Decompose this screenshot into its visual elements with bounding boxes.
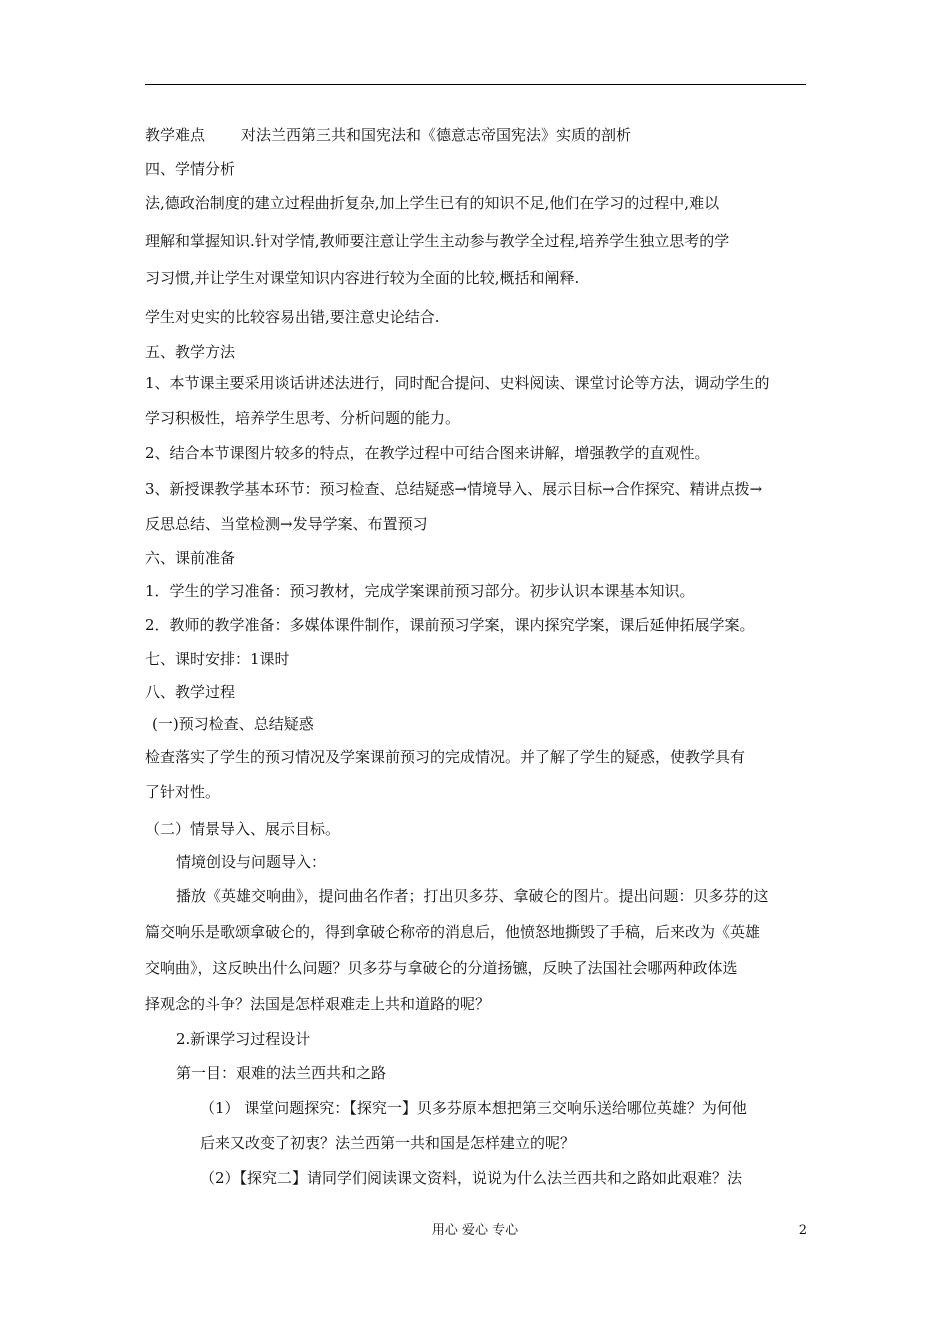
paragraph-line: 2．教师的教学准备：多媒体课件制作，课前预习学案，课内探究学案，课后延伸拓展学案。: [145, 616, 755, 634]
paragraph-line: 第一目：艰难的法兰西共和之路: [176, 1064, 387, 1082]
paragraph-line: 了针对性。: [145, 783, 221, 801]
section-heading-5: 五、教学方法: [145, 343, 236, 361]
paragraph-line: 1、本节课主要采用谈话讲述法进行，同时配合提问、史料阅读、课堂讨论等方法，调动学生的: [145, 374, 770, 392]
paragraph-line: 篇交响乐是歌颂拿破仑的，得到拿破仑称帝的消息后，他愤怒地撕毁了手稿，后来改为《英雄: [145, 923, 761, 941]
paragraph-line: （2）【探究二】请同学们阅读课文资料，说说为什么法兰西共和之路如此艰难？法: [200, 1169, 743, 1187]
paragraph-line: 交响曲》，这反映出什么问题？贝多芬与拿破仑的分道扬镳，反映了法国社会哪两种政体选: [145, 959, 738, 977]
paragraph-line: 后来又改变了初衷？法兰西第一共和国是怎样建立的呢？: [200, 1134, 576, 1152]
difficulty-label: 教学难点: [145, 126, 206, 144]
paragraph-line: 学生对史实的比较容易出错,要注意史论结合.: [145, 308, 440, 326]
paragraph-line: 2.新课学习过程设计: [176, 1030, 311, 1048]
paragraph-line: 播放《英雄交响曲》，提问曲名作者；打出贝多芬、拿破仑的图片。提出问题：贝多芬的这: [176, 887, 769, 905]
paragraph-line: 1．学生的学习准备：预习教材，完成学案课前预习部分。初步认识本课基本知识。: [145, 582, 695, 600]
subsection-heading: (一)预习检查、总结疑惑: [152, 715, 314, 733]
paragraph-line: 情境创设与问题导入：: [176, 853, 327, 871]
paragraph-line: 法,德政治制度的建立过程曲折复杂,加上学生已有的知识不足,他们在学习的过程中,难以: [145, 194, 720, 212]
section-heading-4: 四、学情分析: [145, 160, 236, 178]
paragraph-line: 择观念的斗争？法国是怎样艰难走上共和道路的呢？: [145, 995, 491, 1013]
header-rule: [145, 84, 806, 85]
paragraph-line: 反思总结、当堂检测→发导学案、布置预习: [145, 515, 428, 533]
footer-motto: 用心 爱心 专心: [431, 1223, 519, 1238]
difficulty-line: [145, 125, 631, 145]
paragraph-line: 2、结合本节课图片较多的特点，在教学过程中可结合图来讲解，增强教学的直观性。: [145, 444, 710, 462]
paragraph-line: 学习积极性，培养学生思考、分析问题的能力。: [145, 409, 461, 427]
paragraph-line: 检查落实了学生的预习情况及学案课前预习的完成情况。并了解了学生的疑惑，使教学具有: [145, 748, 746, 766]
paragraph-line: 理解和掌握知识.针对学情,教师要注意让学生主动参与教学全过程,培养学生独立思考的学: [145, 232, 730, 250]
subsection-heading: （二）情景导入、展示目标。: [145, 820, 341, 838]
paragraph-line: 3、新授课教学基本环节：预习检查、总结疑惑→情境导入、展示目标→合作探究、精讲点拨→: [145, 480, 763, 498]
section-heading-8: 八、教学过程: [145, 683, 236, 701]
page-number: 2: [798, 1223, 807, 1238]
paragraph-line: 习习惯,并让学生对课堂知识内容进行较为全面的比较,概括和阐释.: [145, 269, 580, 287]
section-heading-6: 六、课前准备: [145, 549, 236, 567]
section-heading-7: 七、课时安排：1课时: [145, 650, 290, 668]
paragraph-line: （1） 课堂问题探究：【探究一】贝多芬原本想把第三交响乐送给哪位英雄？为何他: [200, 1099, 747, 1117]
difficulty-text: 对法兰西第三共和国宪法和《德意志帝国宪法》实质的剖析: [241, 126, 632, 144]
